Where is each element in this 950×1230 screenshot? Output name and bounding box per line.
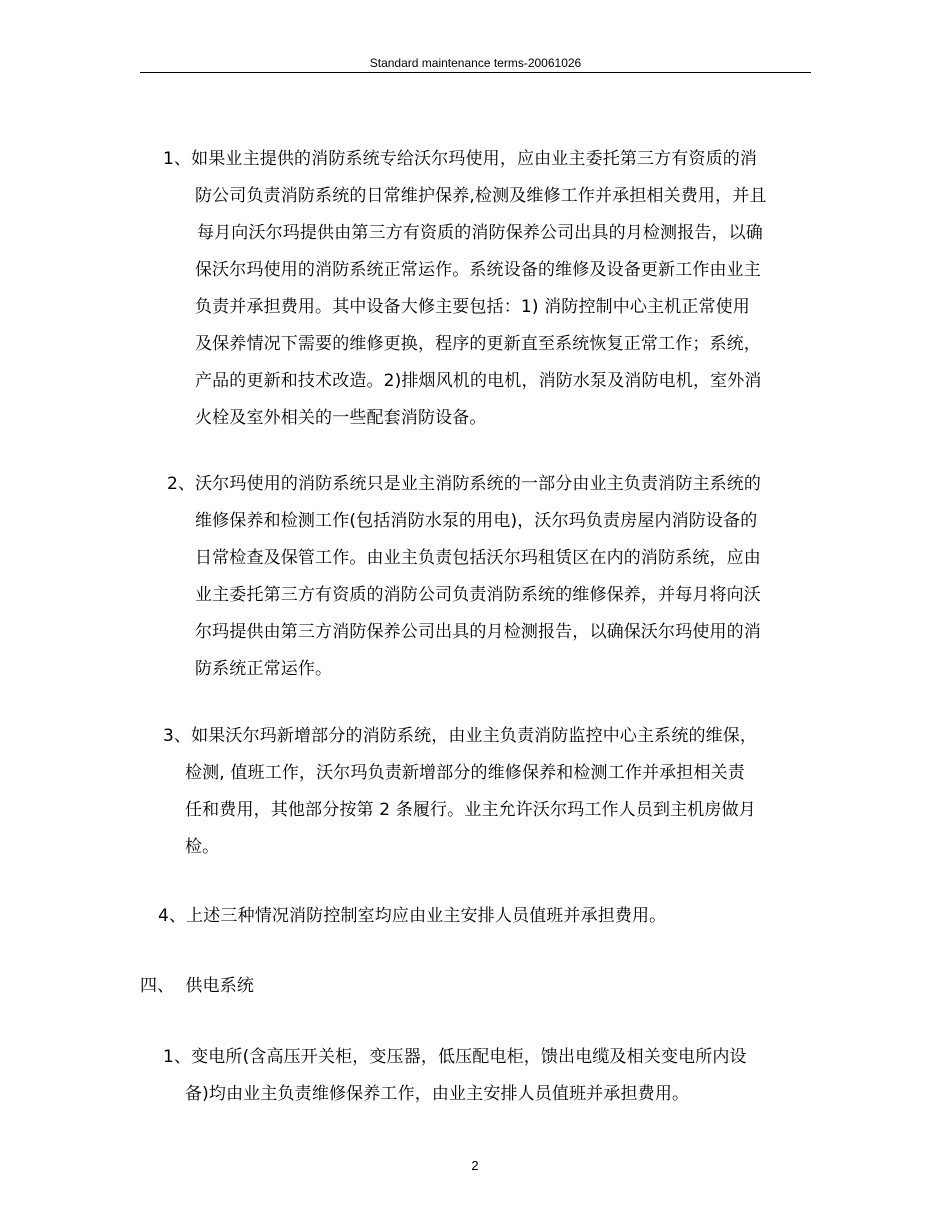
clause-line: 3、如果沃尔玛新增部分的消防系统，由业主负责消防监控中心主系统的维保，	[163, 726, 758, 746]
clause-line: 业主委托第三方有资质的消防公司负责消防系统的维修保养，并每月将向沃	[195, 585, 761, 605]
power-clause-1	[163, 1039, 747, 1113]
clause-4	[158, 898, 666, 935]
clause-3	[163, 718, 757, 866]
clause-line: 任和费用，其他部分按第 2 条履行。业主允许沃尔玛工作人员到主机房做月	[185, 800, 756, 820]
clause-line: 检测, 值班工作，沃尔玛负责新增部分的维修保养和检测工作并承担相关责	[185, 763, 745, 783]
page-number: 2	[471, 1158, 479, 1173]
clause-line: 每月向沃尔玛提供由第三方有资质的消防保养公司出具的月检测报告，以确	[197, 223, 763, 243]
section-heading	[140, 968, 254, 1005]
header-divider	[140, 72, 811, 73]
clause-line: 保沃尔玛使用的消防系统正常运作。系统设备的维修及设备更新工作由业主	[195, 260, 761, 280]
clause-line: 检。	[185, 837, 220, 857]
clause-line: 防系统正常运作。	[195, 659, 333, 679]
clause-line: 火栓及室外相关的一些配套消防设备。	[195, 408, 487, 428]
clause-line: 及保养情况下需要的维修更换，程序的更新直至系统恢复正常工作；系统，	[195, 334, 761, 354]
section-title: 四、 供电系统	[140, 976, 255, 996]
clause-line: 4、上述三种情况消防控制室均应由业主安排人员值班并承担费用。	[158, 906, 667, 926]
page-header: Standard maintenance terms-20061026	[369, 56, 582, 70]
clause-1	[163, 141, 767, 437]
clause-line: 1、变电所(含高压开关柜，变压器，低压配电柜，馈出电缆及相关变电所内设	[163, 1047, 747, 1067]
clause-line: 日常检查及保管工作。由业主负责包括沃尔玛租赁区在内的消防系统，应由	[195, 548, 761, 568]
clause-line: 尔玛提供由第三方消防保养公司出具的月检测报告，以确保沃尔玛使用的消	[195, 622, 761, 642]
clause-line: 负责并承担费用。其中设备大修主要包括：1) 消防控制中心主机正常使用	[195, 297, 750, 317]
clause-line: 产品的更新和技术改造。2)排烟风机的电机，消防水泵及消防电机，室外消	[195, 371, 762, 391]
clause-line: 备)均由业主负责维修保养工作，由业主安排人员值班并承担费用。	[185, 1084, 690, 1104]
clause-2	[167, 466, 761, 688]
clause-line: 2、沃尔玛使用的消防系统只是业主消防系统的一部分由业主负责消防主系统的	[167, 474, 762, 494]
clause-line: 1、如果业主提供的消防系统专给沃尔玛使用，应由业主委托第三方有资质的消	[163, 149, 758, 169]
clause-line: 防公司负责消防系统的日常维护保养,检测及维修工作并承担相关费用，并且	[195, 186, 767, 206]
clause-line: 维修保养和检测工作(包括消防水泵的用电)，沃尔玛负责房屋内消防设备的	[195, 511, 758, 531]
